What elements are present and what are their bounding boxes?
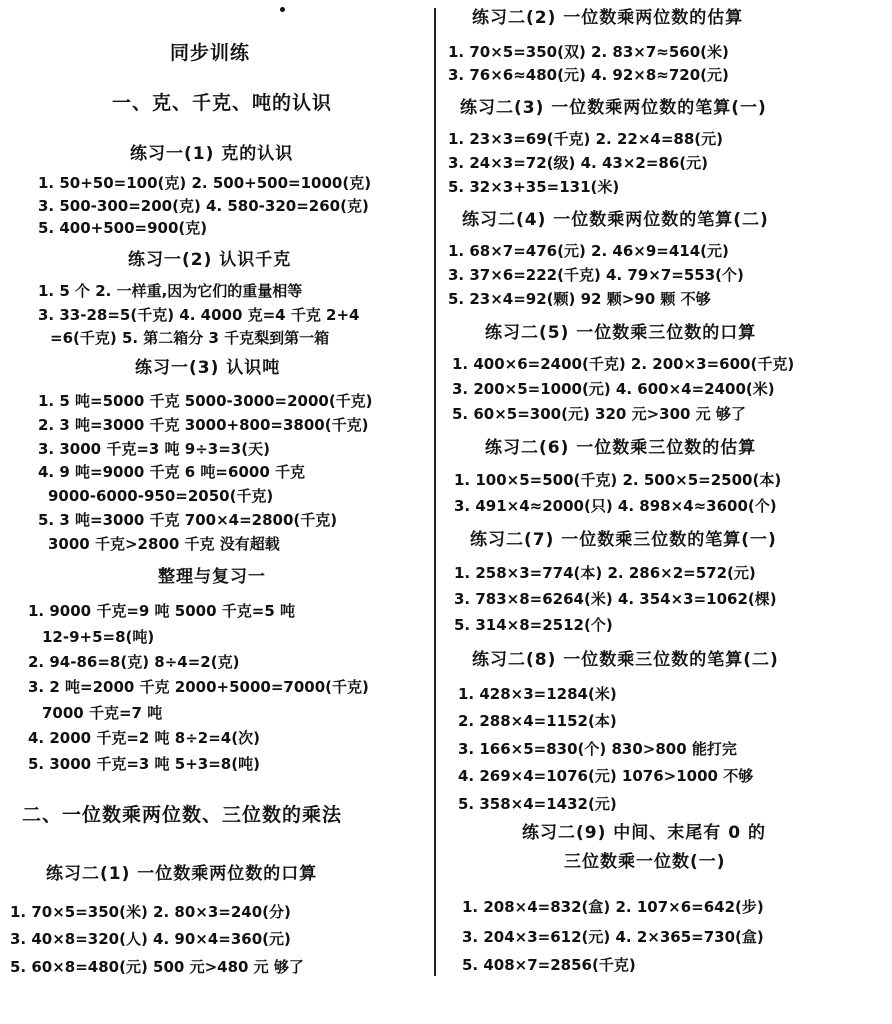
unit-2-title: 二、一位数乘两位数、三位数的乘法 (22, 804, 343, 826)
answer-line: 5. 60×8=480(元) 500 元>480 元 够了 (10, 958, 304, 976)
answer-line: 1. 70×5=350(米) 2. 80×3=240(分) (10, 903, 291, 921)
answer-line: 1. 100×5=500(千克) 2. 500×5=2500(本) (454, 471, 782, 489)
answer-line: 1. 5 吨=5000 千克 5000-3000=2000(千克) (38, 392, 373, 410)
section-heading: 练习二(2) 一位数乘两位数的估算 (472, 8, 744, 28)
answer-line: 1. 400×6=2400(千克) 2. 200×3=600(千克) (452, 355, 795, 373)
section-heading: 练习二(8) 一位数乘三位数的笔算(二) (472, 650, 779, 670)
answer-line: 3. 40×8=320(人) 4. 90×4=360(元) (10, 930, 291, 948)
answer-line: 3000 千克>2800 千克 没有超载 (48, 535, 280, 553)
answer-line: 1. 5 个 2. 一样重,因为它们的重量相等 (38, 282, 303, 300)
section-heading: 练习二(6) 一位数乘三位数的估算 (485, 438, 757, 458)
section-heading: 练习一(2) 认识千克 (128, 250, 292, 270)
answer-line: 12-9+5=8(吨) (42, 628, 155, 646)
answer-line: 3. 3000 千克=3 吨 9÷3=3(天) (38, 440, 270, 458)
answer-line: 3. 166×5=830(个) 830>800 能打完 (458, 740, 737, 758)
answer-line: =6(千克) 5. 第二箱分 3 千克梨到第一箱 (50, 329, 330, 347)
answer-line: 1. 23×3=69(千克) 2. 22×4=88(元) (448, 130, 724, 148)
answer-line: 9000-6000-950=2050(千克) (48, 487, 274, 505)
answer-line: 1. 208×4=832(盒) 2. 107×6=642(步) (462, 898, 764, 916)
answer-line: 2. 288×4=1152(本) (458, 712, 617, 730)
answer-line: 5. 23×4=92(颗) 92 颗>90 颗 不够 (448, 290, 711, 308)
answer-line: 4. 9 吨=9000 千克 6 吨=6000 千克 (38, 463, 305, 481)
left-column (0, 0, 430, 1024)
answer-line: 1. 68×7=476(元) 2. 46×9=414(元) (448, 242, 729, 260)
answer-line: 3. 24×3=72(级) 4. 43×2=86(元) (448, 154, 709, 172)
answer-line: 5. 408×7=2856(千克) (462, 956, 636, 974)
answer-line: 4. 2000 千克=2 吨 8÷2=4(次) (28, 729, 260, 747)
answer-line: 5. 32×3+35=131(米) (448, 178, 620, 196)
answer-line: 1. 9000 千克=9 吨 5000 千克=5 吨 (28, 602, 295, 620)
answer-line: 3. 2 吨=2000 千克 2000+5000=7000(千克) (28, 678, 369, 696)
section-heading: 整理与复习一 (158, 567, 266, 587)
section-heading: 练习一(3) 认识吨 (135, 358, 281, 378)
answer-line: 3. 37×6=222(千克) 4. 79×7=553(个) (448, 266, 744, 284)
answer-line: 2. 94-86=8(克) 8÷4=2(克) (28, 653, 240, 671)
answer-line: 3. 33-28=5(千克) 4. 4000 克=4 千克 2+4 (38, 306, 360, 324)
answer-line: 3. 783×8=6264(米) 4. 354×3=1062(棵) (454, 590, 777, 608)
section-heading: 练习二(4) 一位数乘两位数的笔算(二) (462, 210, 769, 230)
section-heading: 练习二(1) 一位数乘两位数的口算 (46, 864, 318, 884)
answer-line: 1. 428×3=1284(米) (458, 685, 617, 703)
answer-line: 5. 400+500=900(克) (38, 219, 208, 237)
section-heading: 练习一(1) 克的认识 (130, 144, 294, 164)
answer-line: 3. 200×5=1000(元) 4. 600×4=2400(米) (452, 380, 775, 398)
answer-line: 1. 70×5=350(双) 2. 83×7≈560(米) (448, 43, 729, 61)
answer-line: 5. 358×4=1432(元) (458, 795, 617, 813)
right-column (440, 0, 892, 1024)
section-subheading: 三位数乘一位数(一) (564, 852, 726, 872)
section-heading: 练习二(9) 中间、末尾有 0 的 (522, 823, 766, 843)
section-heading: 练习二(3) 一位数乘两位数的笔算(一) (460, 98, 767, 118)
section-heading: 练习二(7) 一位数乘三位数的笔算(一) (470, 530, 777, 550)
answer-line: 3. 204×3=612(元) 4. 2×365=730(盒) (462, 928, 764, 946)
section-heading: 练习二(5) 一位数乘三位数的口算 (485, 323, 757, 343)
page-title: 同步训练 (170, 42, 251, 64)
answer-line: 3. 76×6≈480(元) 4. 92×8≈720(元) (448, 66, 729, 84)
column-divider (434, 8, 436, 976)
answer-line: 3. 500-300=200(克) 4. 580-320=260(克) (38, 197, 369, 215)
answer-line: 3. 491×4≈2000(只) 4. 898×4≈3600(个) (454, 497, 777, 515)
answer-line: 5. 314×8=2512(个) (454, 616, 613, 634)
answer-line: 1. 258×3=774(本) 2. 286×2=572(元) (454, 564, 756, 582)
answer-line: 5. 3 吨=3000 千克 700×4=2800(千克) (38, 511, 338, 529)
answer-line: 4. 269×4=1076(元) 1076>1000 不够 (458, 767, 754, 785)
answer-line: 5. 60×5=300(元) 320 元>300 元 够了 (452, 405, 746, 423)
unit-1-title: 一、克、千克、吨的认识 (112, 92, 333, 114)
answer-line: 2. 3 吨=3000 千克 3000+800=3800(千克) (38, 416, 369, 434)
answer-line: 7000 千克=7 吨 (42, 704, 163, 722)
answer-line: 5. 3000 千克=3 吨 5+3=8(吨) (28, 755, 260, 773)
answer-line: 1. 50+50=100(克) 2. 500+500=1000(克) (38, 174, 372, 192)
